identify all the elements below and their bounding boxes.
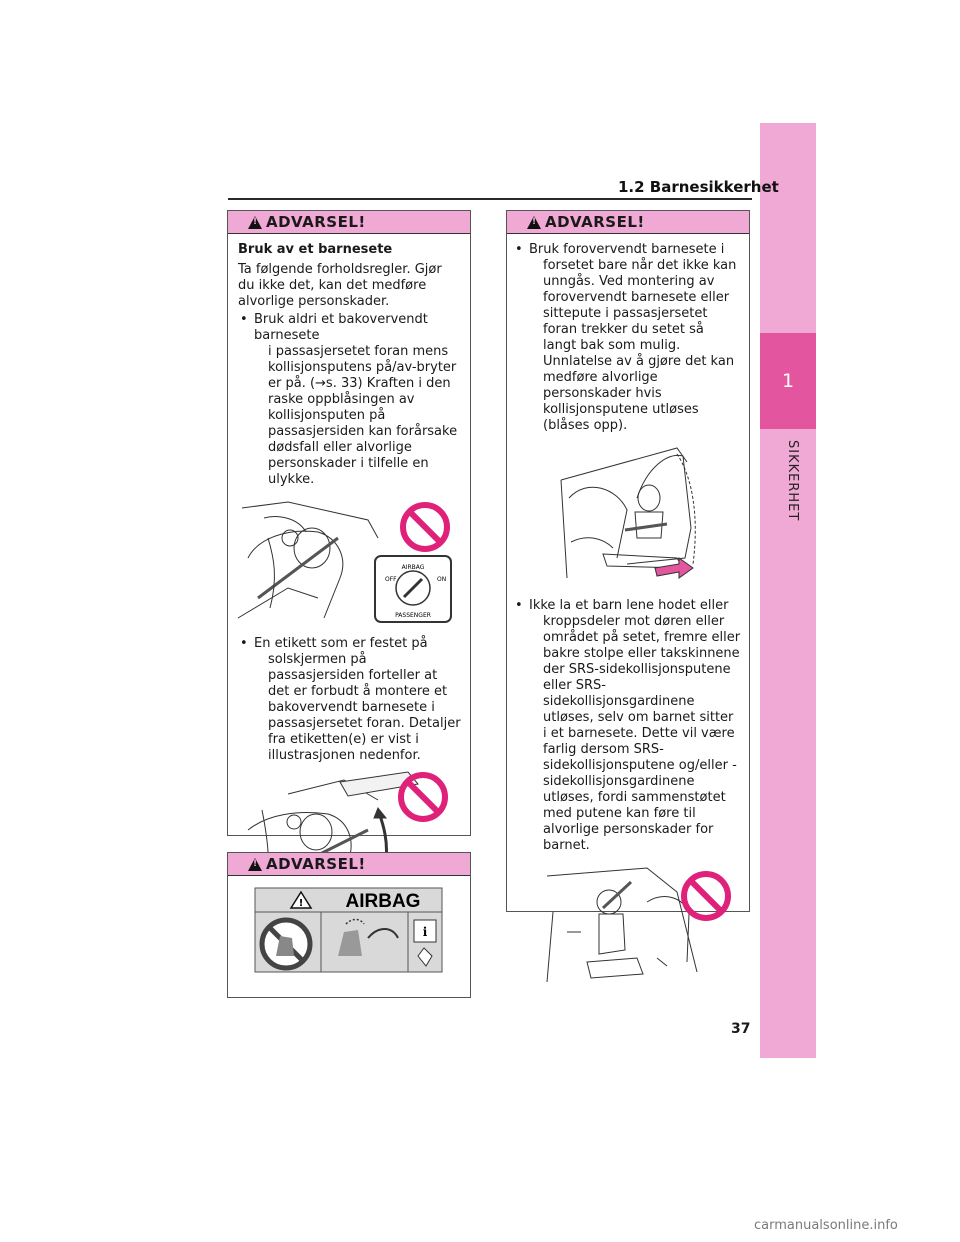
bullet-first-line: Ikke la et barn lene hodet eller — [529, 598, 729, 613]
box-heading: Bruk av et barnesete — [238, 242, 393, 257]
rear-facing-seat-drawing — [228, 498, 470, 628]
bullet-lean-head — [513, 598, 741, 854]
svg-text:!: ! — [298, 898, 304, 909]
warning-triangle-icon — [248, 216, 262, 229]
illustration-airbag-switch — [228, 498, 470, 628]
bullet-rest: solskjermen på passasjersiden forteller at det er forbudt å montere et bakovervendt barnesete i passasjersetet foran. Detaljer fra etiketten(e) er vist i illustrasjonen nedenfor. — [268, 652, 461, 763]
svg-text:i: i — [422, 925, 428, 939]
warning-banner — [507, 211, 749, 234]
intro-paragraph: Ta følgende forholdsregler. Gjør du ikke det, kan det medføre alvorlige personskader. — [238, 262, 442, 309]
banner-text: ADVARSEL! — [545, 213, 645, 231]
child-leaning-drawing — [507, 862, 749, 992]
bullet-first-line: En etikett som er festet på — [254, 636, 428, 651]
bullet-rest: kroppsdeler mot døren eller området på setet, fremre eller bakre stolpe eller takskinnene der SRS-sidekollisjonsputene eller SRS-sidekollisjonsgardinene utløses, selv om barnet sitter i et barnesete. Dette vil være farlig dersom SRS-sidekollisjonsputene og/eller -sidekollisjonsgardinene utløses, fordi sammenstøtet med putene kan føre til alvorlige personskader for barnet. — [543, 614, 741, 853]
switch-label-airbag: AIRBAG — [401, 564, 425, 571]
airbag-label-drawing — [228, 886, 470, 996]
bullet-rest: i passasjersetet foran mens kollisjonsputens på/av-bryter er på. (→s. 33) Kraften i den raske oppblåsingen av kollisjonsputen på passasjersiden kan forårsake dødsfall eller alvorlige personskader i tilfelle en ulykke. — [268, 344, 458, 487]
section-header: 1.2 Barnesikkerhet — [618, 178, 779, 196]
warning-triangle-icon — [248, 858, 262, 871]
illustration-seat-pushed-back — [507, 438, 749, 588]
warning-box-forward-seat — [506, 210, 750, 912]
banner-text: ADVARSEL! — [266, 855, 366, 873]
header-rule — [228, 198, 752, 200]
warning-banner — [228, 211, 470, 234]
bullet-first-line: Bruk forovervendt barnesete i — [529, 242, 725, 257]
switch-label-passenger: PASSENGER — [395, 612, 431, 619]
chapter-number: 1 — [760, 333, 816, 429]
bullet-first-line: Bruk aldri et bakovervendt barnesete — [254, 312, 428, 343]
bullet-label-sun-visor — [238, 636, 462, 764]
warning-box-airbag-label — [227, 852, 471, 998]
watermark: carmanualsonline.info — [754, 1218, 898, 1233]
switch-label-off: OFF — [385, 576, 397, 583]
illustration-child-leaning — [507, 862, 749, 992]
warning-triangle-icon — [527, 216, 541, 229]
airbag-label-title: AIRBAG — [345, 891, 421, 912]
bullet-forward-facing — [513, 242, 741, 434]
warning-box-child-seat — [227, 210, 471, 836]
forward-seat-drawing — [507, 438, 749, 588]
bullet-rest: forsetet bare når det ikke kan unngås. Ved montering av forovervendt barnesete eller sittepute i passasjersetet foran trekker du setet så langt bak som mulig. Unnlatelse av å gjøre det kan medføre alvorlige personskader hvis kollisjonsputene utløses (blåses opp). — [543, 258, 737, 433]
bullet-rear-facing — [238, 312, 462, 488]
warning-banner — [228, 853, 470, 876]
chapter-label: SIKKERHET — [785, 440, 800, 522]
page-number: 37 — [731, 1021, 751, 1037]
switch-label-on: ON — [437, 576, 447, 583]
banner-text: ADVARSEL! — [266, 213, 366, 231]
